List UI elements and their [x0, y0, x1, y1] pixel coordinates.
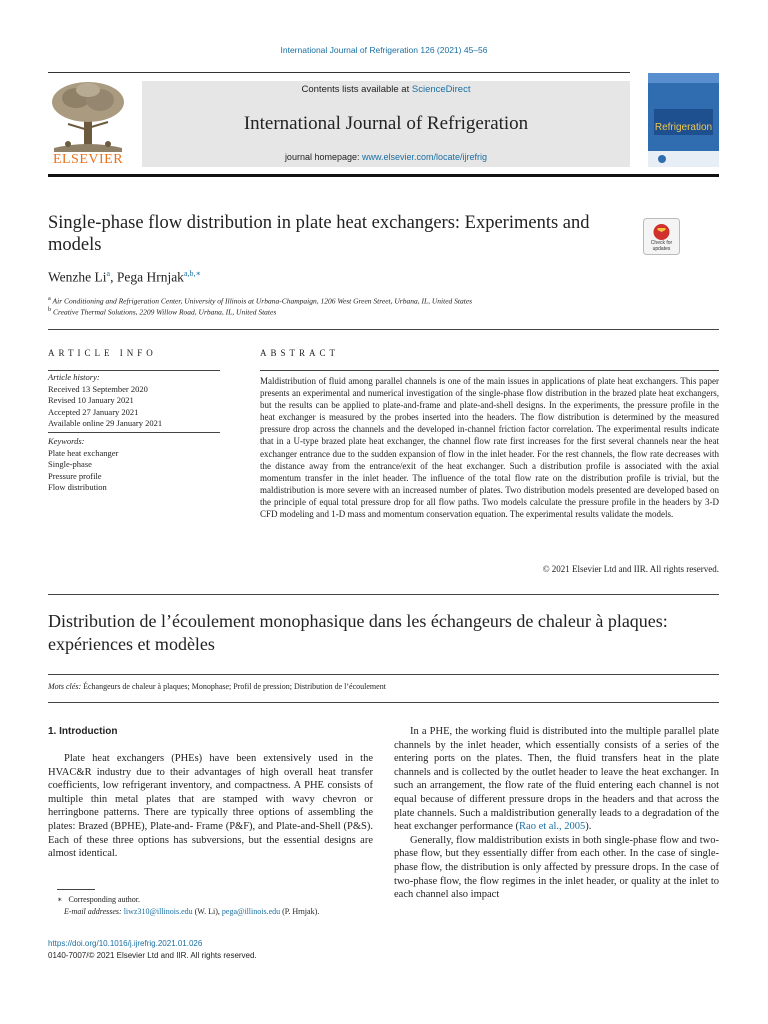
paragraph: Plate heat exchangers (PHEs) have been extensively used in the HVAC&R industry due to their advantages of high overall heat transfer coefficients, low refrigerant inventory, and compactness. A PHE consists of multiple thin metal plates that are stamped with wavy chevron or herringbone patterns. There are typically three options of assembling the plates: Brazed (BPHE), Plate-and- Frame (P&F), and Plate-and-Shell (P&S). Each of these three options has subversions, but the essential designs are almost identical. [48, 753, 373, 860]
keyword-item: Pressure profile [48, 470, 102, 481]
homepage-line: journal homepage: www.elsevier.com/locate/ijrefrig [284, 152, 488, 162]
keywords-label: Keywords: [48, 436, 85, 446]
email-link[interactable]: pega@illinois.edu [221, 907, 281, 916]
article-title: Single-phase flow distribution in plate heat exchangers: Experiments and models [48, 213, 590, 255]
history-item: Revised 10 January 2021 [48, 395, 134, 405]
divider [48, 594, 719, 595]
paragraph: In a PHE, the working fluid is distributed into the multiple parallel plate channels by the inlet header, which essentially consists of a series of the entering ports on the plates. Then, the fluid transfers heat in the plate channels and is collected by the outlet header to leave the heat exchanger. In such an arrangement, the flow rate of the fluid entering each channel is not equal because of different pressure drops in the headers and that across the plate channels. Such a maldistribution generally leads to a degradation of the heat exchanger performance (Rao et al., 2005). [394, 726, 719, 833]
history-item: Received 13 September 2020 [48, 383, 148, 394]
section-heading: 1. Introduction [48, 726, 118, 737]
keyword-item: Plate heat exchanger [48, 447, 119, 458]
affiliation-a: $^a$ Air Conditioning and Refrigeration Center, University of Illinois at Urbana-Champaign, 1206 West Green Street, Urbana, IL, United States [48, 295, 473, 306]
keyword-item: Single-phase [48, 459, 92, 469]
right-column [394, 725, 719, 902]
corresponding-author-note: ∗ Corresponding author. [57, 895, 140, 904]
cover-image [648, 73, 719, 167]
journal-title: International Journal of Refrigeration [243, 113, 529, 134]
footnote-rule [57, 889, 95, 890]
mots-cles [48, 682, 386, 691]
author-name: Pega Hrnjak [116, 269, 184, 285]
banner-thick-rule [48, 174, 719, 177]
journal-banner [142, 81, 630, 167]
abstract-text: Maldistribution of fluid among parallel channels is one of the main issues in applications of plate heat exchangers. This paper presents an experimental and numerical investigation of the single-phase flow distribution in the brazed plate heat exchangers, but the results can be applied to plate-and-frame and plate-and-shell designs. In the experiments, the pressure profile in the heat exchanger is measured by the probes inserted into the headers. The flow distribution is determined by the measured pressure drop across the channels and the developed in-channel friction factor correlation. The experimental results indicate that in a U-type brazed plate heat exchanger, the channel flow rate first increases for the first several channels near the heat exchanger entrance due to the sudden expansion of flow in the inlet header. For the rest channels, the flow rate decreases with the distance away from the entrance/exit of the heat exchanger. Such a distribution profile is associated with the axial momentum transfer in the inlet header. The influence of the total flow rate on the distribution profile is trivial, but the maldistribution is more severe with an increased number of plates. Two distribution models presented are developed based on the principle of equal total pressure drop for all flow paths. Two models calculate the pressure profile in the headers by 3-D CFD modeling and 1-D mass and momentum conservation equation. The experimental results validate the models. [260, 376, 719, 520]
divider [48, 702, 719, 703]
journal-citation[interactable] [0, 45, 768, 55]
abstract-heading: ABSTRACT [260, 348, 340, 358]
abstract-copyright: © 2021 Elsevier Ltd and IIR. All rights reserved. [542, 564, 719, 574]
keywords [48, 436, 220, 494]
history-item: Available online 29 January 2021 [48, 418, 163, 428]
contents-line: Contents lists available at ScienceDirect [301, 84, 471, 95]
paragraph: Generally, flow maldistribution exists in both single-phase flow and two-phase flow, but they essentially differ from each other. In the case of single-phase flow, the distribution is only affected by pressure drops. In the case of two-phase flow, the flow regimes in the inlet header, or quality at the inlet to each channel also impact [394, 834, 719, 901]
publisher-name: ELSEVIER [52, 152, 124, 167]
check-for-updates-badge[interactable] [643, 218, 680, 255]
history-label: Article history: [48, 372, 100, 382]
french-title: Distribution de l’écoulement monophasique dans les échangeurs de chaleur à plaques: expériences et modèles [48, 611, 668, 654]
author-affil-sup[interactable]: a,b,∗ [183, 269, 201, 278]
divider [260, 370, 719, 371]
left-column [48, 752, 373, 861]
divider [48, 432, 220, 433]
email-link[interactable]: liwz310@illinois.edu [123, 907, 193, 916]
author-line [48, 269, 201, 286]
author-affil-sup[interactable]: a [106, 269, 111, 278]
article-history [48, 372, 220, 430]
keyword-item: Flow distribution [48, 482, 107, 492]
footnote-mark: ∗ [57, 895, 63, 904]
divider [48, 674, 719, 675]
doi-link[interactable]: https://doi.org/10.1016/j.ijrefrig.2021.01.026 [48, 939, 203, 948]
affiliation-b: $^b$ Creative Thermal Solutions, 2209 Willow Road, Urbana, IL, United States [48, 306, 277, 317]
author-separator: , [110, 269, 117, 285]
homepage-link[interactable]: www.elsevier.com/locate/ijrefrig [362, 152, 488, 162]
author-name: Wenzhe Li [48, 269, 107, 285]
elsevier-logo [48, 80, 128, 170]
divider [48, 329, 719, 330]
header-rule [48, 72, 630, 73]
issn-line: 0140-7007/© 2021 Elsevier Ltd and IIR. All rights reserved. [48, 951, 257, 960]
divider [48, 370, 220, 371]
cover-title: Refrigeration [654, 122, 713, 133]
email-addresses: E-mail addresses: liwz310@illinois.edu (W. Li), pega@illinois.edu (P. Hrnjak). [64, 907, 320, 916]
citation-link[interactable]: Rao et al., 2005 [519, 821, 586, 833]
check-for-updates-label: Check for updates [650, 240, 673, 252]
mots-cles-label: Mots clés: [48, 682, 82, 691]
sciencedirect-link[interactable]: ScienceDirect [411, 84, 471, 95]
history-item: Accepted 27 January 2021 [48, 406, 139, 417]
email-label: E-mail addresses: [64, 907, 122, 916]
mots-cles-text: Échangeurs de chaleur à plaques; Monophase; Profil de pression; Distribution de l’écoulement [81, 682, 386, 691]
doi[interactable] [48, 939, 202, 948]
journal-cover[interactable] [648, 73, 719, 167]
article-info-heading: ARTICLE INFO [48, 348, 157, 358]
citation-link[interactable]: International Journal of Refrigeration 126 (2021) 45–56 [280, 45, 488, 55]
